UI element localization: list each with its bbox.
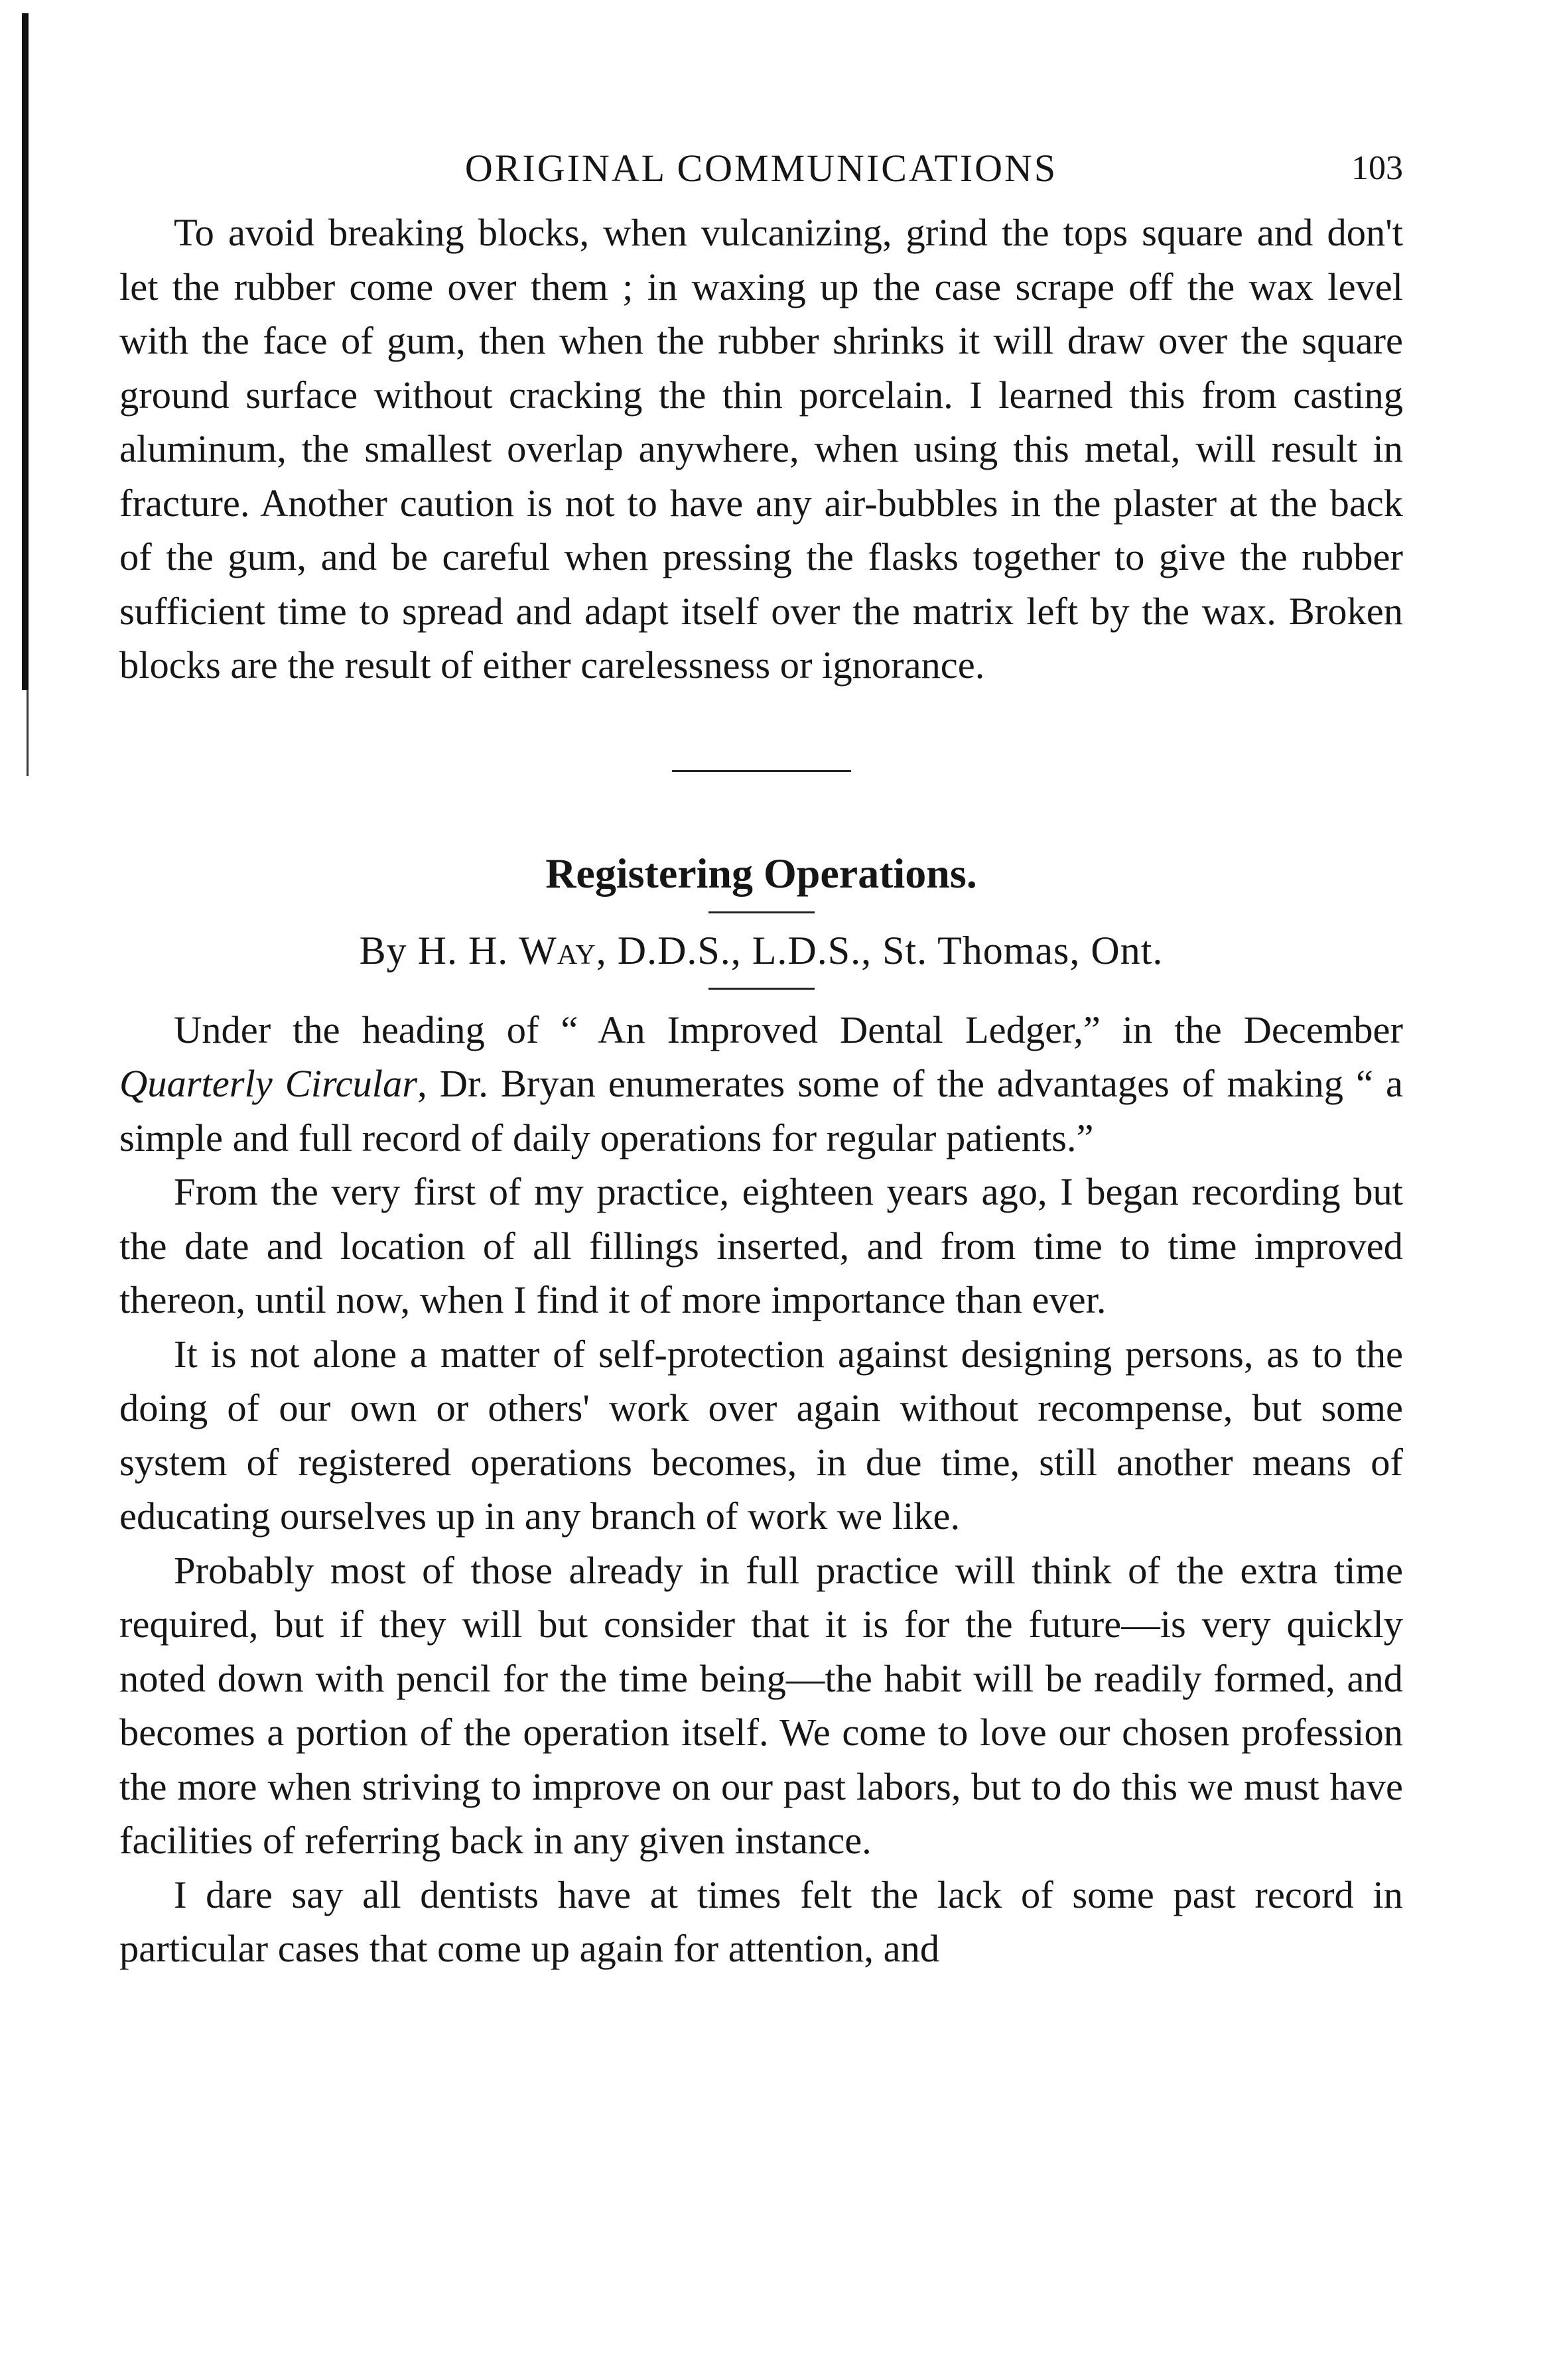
prior-article-paragraph: To avoid breaking blocks, when vulcanizing, grind the tops square and don't let the rubber come over them ; in waxing up the case scrape off the wax level with the face of gum, then when the rubber shrinks it will draw over the square ground surface without cracking the thin porcelain. I learned this from casting aluminum, the smallest overlap anywhere, when using this metal, will result in fracture. Another caution is not to have any air-bubbles in the plaster at the back of the gum, and be careful when pressing the flasks together to give the rubber sufficient time to spread and adapt itself over the matrix left by the wax. Broken blocks are the result of either carelessness or ignorance. xyxy=(119,211,1403,687)
byline-surname: Way xyxy=(519,928,596,972)
article-title: Registering Operations. xyxy=(545,849,977,897)
running-head xyxy=(119,133,1403,206)
page-number: 103 xyxy=(1351,149,1403,187)
article-paragraph-2: From the very first of my practice, eighteen years ago, I began recording but the date and location of all fillings inserted, and from time to time improved thereon, until now, when I find it of more importance than ever. xyxy=(119,1170,1403,1321)
binding-edge-rule-thin xyxy=(27,690,29,776)
byline-suffix: , D.D.S., L.D.S., St. Thomas, Ont. xyxy=(596,928,1164,972)
article-paragraph-5: I dare say all dentists have at times felt the lack of some past record in particular cases that come up again for attention, and xyxy=(119,1873,1403,1970)
title-rule xyxy=(708,911,815,913)
section-divider xyxy=(672,770,851,772)
binding-edge-rule xyxy=(22,13,29,690)
journal-name: Quarterly Circular xyxy=(119,1062,418,1105)
paragraph-1-text-b: , Dr. Bryan enumerates some of the advantages of making “ a simple and full record of daily operations for regular patients.” xyxy=(119,1062,1403,1159)
paragraph-1-text-a: Under the heading of “ An Improved Dental Ledger,” in the December xyxy=(174,1008,1403,1051)
byline-rule xyxy=(708,988,815,990)
article-paragraph-4: Probably most of those already in full practice will think of the extra time required, but if they will but consider that it is for the future—is very quickly noted down with pencil for the time being—the habit will be readily formed, and becomes a portion of the operation itself. We come to love our chosen profession the more when striving to improve on our past labors, but to do this we must have facilities of referring back in any given instance. xyxy=(119,1548,1403,1862)
byline-prefix: By H. H. xyxy=(359,928,519,972)
running-title: ORIGINAL COMMUNICATIONS xyxy=(464,147,1058,190)
article-paragraph-1 xyxy=(119,1003,1403,1165)
page-body xyxy=(119,133,1403,1976)
article-paragraph-3: It is not alone a matter of self-protection against designing persons, as to the doing of our own or others' work over again without recompense, but some system of registered operations becomes, in due time, still another means of educating ourselves up in any branch of work we like. xyxy=(119,1332,1403,1538)
byline xyxy=(119,923,1403,990)
